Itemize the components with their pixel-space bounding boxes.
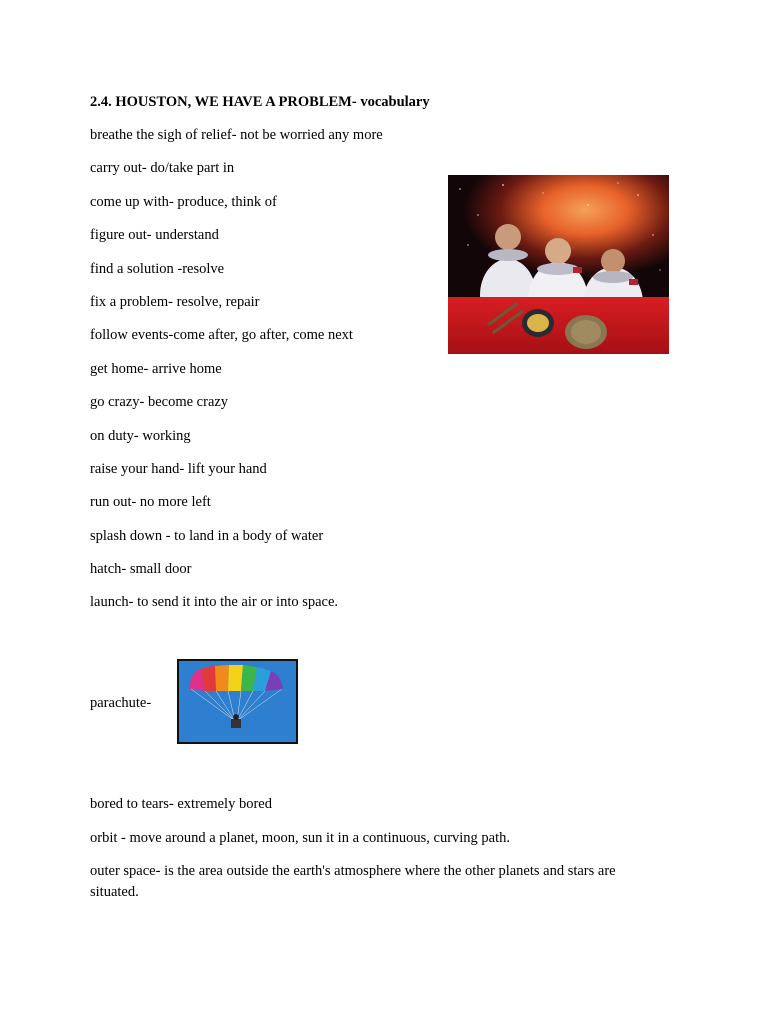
vocab-item: on duty- working <box>90 427 191 444</box>
vocab-item: fix a problem- resolve, repair <box>90 293 260 310</box>
vocab-item: launch- to send it into the air or into space. <box>90 594 339 611</box>
vocab-item: go crazy- become crazy <box>90 394 229 411</box>
parachute-photo <box>177 659 298 744</box>
astronaut-crew-photo <box>448 175 669 354</box>
parachute-label: parachute- <box>90 695 152 711</box>
vocab-item: figure out- understand <box>90 227 219 244</box>
vocab-item: breathe the sigh of relief- not be worried any more <box>90 127 383 143</box>
vocab-item: run out- no more left <box>90 494 211 511</box>
vocab-item: follow events-come after, go after, come next <box>90 327 353 344</box>
vocab-item: find a solution -resolve <box>90 260 225 277</box>
vocab-item: splash down - to land in a body of water <box>90 527 324 544</box>
page-title: 2.4. HOUSTON, WE HAVE A PROBLEM- vocabulary <box>90 94 430 110</box>
vocab-item: raise your hand- lift your hand <box>90 460 267 477</box>
vocab-item: come up with- produce, think of <box>90 193 277 210</box>
vocab-item: outer space- is the area outside the earth's atmosphere where the other planets and stars are situated. <box>90 863 616 900</box>
vocab-item: bored to tears- extremely bored <box>90 796 272 812</box>
more-vocabulary-list <box>90 794 660 916</box>
vocab-item: carry out- do/take part in <box>90 160 235 177</box>
vocab-item: hatch- small door <box>90 561 192 578</box>
vocabulary-list <box>90 126 383 627</box>
vocab-item: get home- arrive home <box>90 360 222 377</box>
vocab-item: orbit - move around a planet, moon, sun it in a continuous, curving path. <box>90 829 511 846</box>
